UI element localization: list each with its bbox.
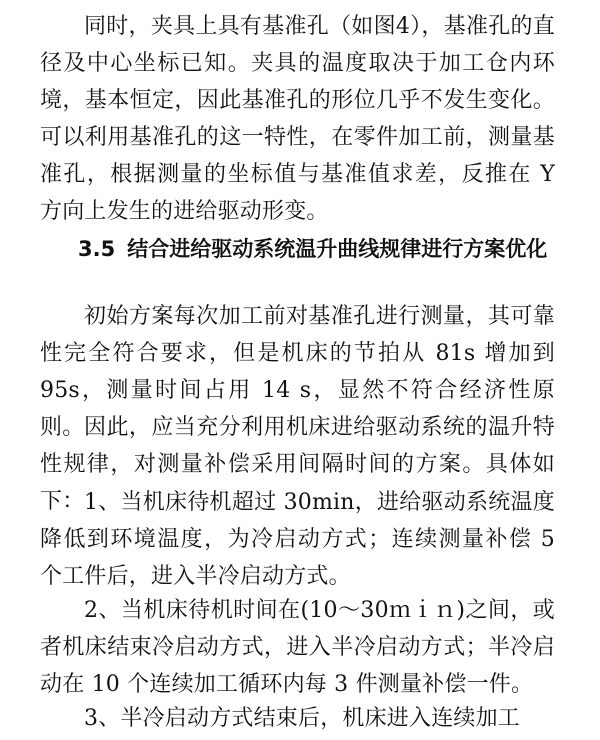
section-heading xyxy=(78,232,558,267)
section-title: 结合进给驱动系统温升曲线规律进行方案优化 xyxy=(127,237,548,261)
list-item-semi-cold-start: 2、当机床待机时间在(10～30ｍｉｎ)之间，或者机床结束冷启动方式，进入半冷启动方式；半冷启动在 10 个连续加工循环内每 3 件测量补偿一件。 xyxy=(40,598,555,697)
section-number: 3.5 xyxy=(78,237,116,261)
paragraph-reference-holes: 同时，夹具上具有基准孔（如图4），基准孔的直径及中心坐标已知。夹具的温度取决于加工仓内环境，基本恒定，因此基准孔的形位几乎不发生变化。可以利用基准孔的这一特性，在零件加工前，测量基准孔，根据测量的坐标值与基准值求差，反推在 Y 方向上发生的进给驱动形变。 xyxy=(40,14,555,224)
paragraph-therefore: 因此，应当充分利用机床进给驱动系统的温升特性规律，对测量补偿采用间隔时间的方案。具体如下： xyxy=(40,415,555,514)
paragraph-initial-scheme: 初始方案每次加工前对基准孔进行测量，其可靠性完全符合要求，但是机床的节拍从 81s 增加到 95s，测量时间占用 14 s，显然不符合经济性原则。 xyxy=(40,304,555,440)
list-item-cold-start: 1、当机床待机超过 30min，进给驱动系统温度降低到环境温度，为冷启动方式；连续测量补偿 5 个工件后，进入半冷启动方式。 xyxy=(40,490,555,589)
list-item-continuous: 3、半冷启动方式结束后，机床进入连续加工 xyxy=(84,706,520,731)
